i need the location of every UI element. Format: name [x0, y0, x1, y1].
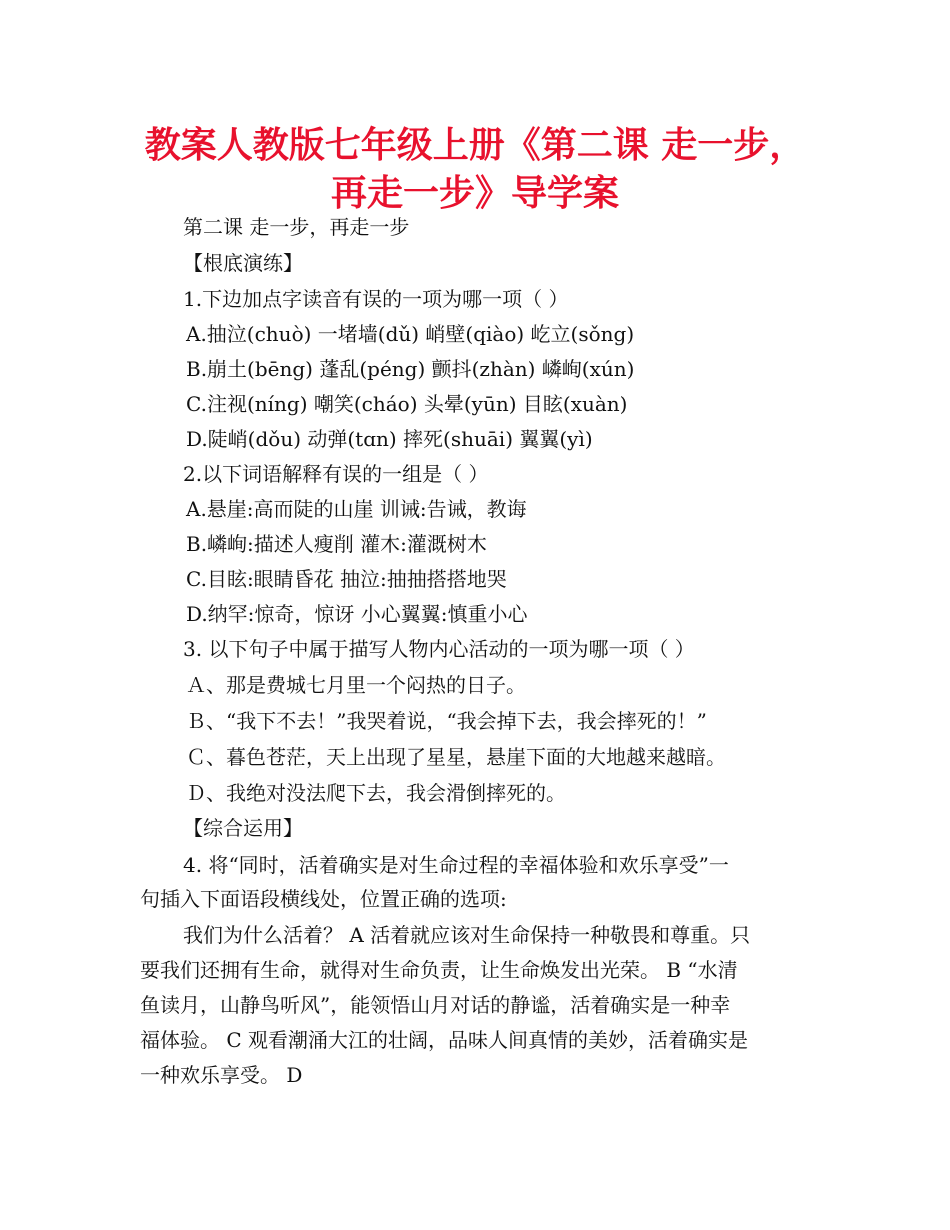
question-4-paragraph-line-3: 鱼读月，山静鸟听风”，能领悟山月对话的静谧，活着确实是一种幸 — [140, 993, 731, 1017]
question-2-option-b: B.嶙峋:描述人瘦削 灌木:灌溉树木 — [186, 532, 487, 556]
question-3-option-b: Ｂ、“我下不去！”我哭着说，“我会掉下去，我会摔死的！” — [186, 709, 707, 733]
question-1-stem: 1.下边加点字读音有误的一项为哪一项（ ） — [183, 287, 569, 311]
question-1-option-c: C.注视(níng) 嘲笑(cháo) 头晕(yūn) 目眩(xuàn) — [186, 392, 628, 416]
question-3-option-c: Ｃ、暮色苍茫，天上出现了星星，悬崖下面的大地越来越暗。 — [186, 745, 726, 769]
question-2-stem: 2.以下词语解释有误的一组是（ ） — [183, 462, 489, 486]
question-4-paragraph-line-5: 一种欢乐享受。 D — [140, 1063, 303, 1087]
question-2-option-d: D.纳罕:惊奇，惊讶 小心翼翼:慎重小心 — [186, 602, 528, 626]
question-1-option-a: A.抽泣(chuò) 一堵墙(dǔ) 峭壁(qiào) 屹立(sǒng) — [186, 322, 635, 346]
question-4-paragraph-line-2: 要我们还拥有生命，就得对生命负责，让生命焕发出光荣。 B “水清 — [140, 958, 738, 982]
title-line-2: 再走一步》导学案 — [330, 173, 619, 214]
document-title — [100, 122, 850, 218]
question-1-option-d: D.陡峭(dǒu) 动弹(tɑn) 摔死(shuāi) 翼翼(yì) — [186, 427, 593, 451]
question-2-option-a: A.悬崖:高而陡的山崖 训诫:告诫，教诲 — [186, 497, 527, 521]
question-4-stem-line-1: 4. 将“同时，活着确实是对生命过程的幸福体验和欢乐享受”一 — [183, 853, 729, 877]
section-basic-heading: 【根底演练】 — [183, 251, 303, 275]
lesson-heading: 第二课 走一步，再走一步 — [183, 215, 410, 239]
section-apply-heading: 【综合运用】 — [183, 816, 303, 840]
title-line-1: 教案人教版七年级上册《第二课 走一步， — [144, 125, 806, 166]
question-3-option-a: Ａ、那是费城七月里一个闷热的日子。 — [186, 673, 526, 697]
question-3-stem: 3. 以下句子中属于描写人物内心活动的一项为哪一项（ ） — [183, 637, 695, 661]
question-4-paragraph-line-4: 福体验。 C 观看潮涌大江的壮阔，品味人间真情的美妙，活着确实是 — [140, 1028, 749, 1052]
question-3-option-d: Ｄ、我绝对没法爬下去，我会滑倒摔死的。 — [186, 781, 566, 805]
question-1-option-b: B.崩土(bēng) 蓬乱(péng) 颤抖(zhàn) 嶙峋(xún) — [186, 357, 635, 381]
question-4-paragraph-line-1: 我们为什么活着？ A 活着就应该对生命保持一种敬畏和尊重。只 — [183, 923, 751, 947]
question-2-option-c: C.目眩:眼睛昏花 抽泣:抽抽搭搭地哭 — [186, 567, 507, 591]
question-4-stem-line-2: 句插入下面语段横线处，位置正确的选项: — [140, 887, 507, 911]
